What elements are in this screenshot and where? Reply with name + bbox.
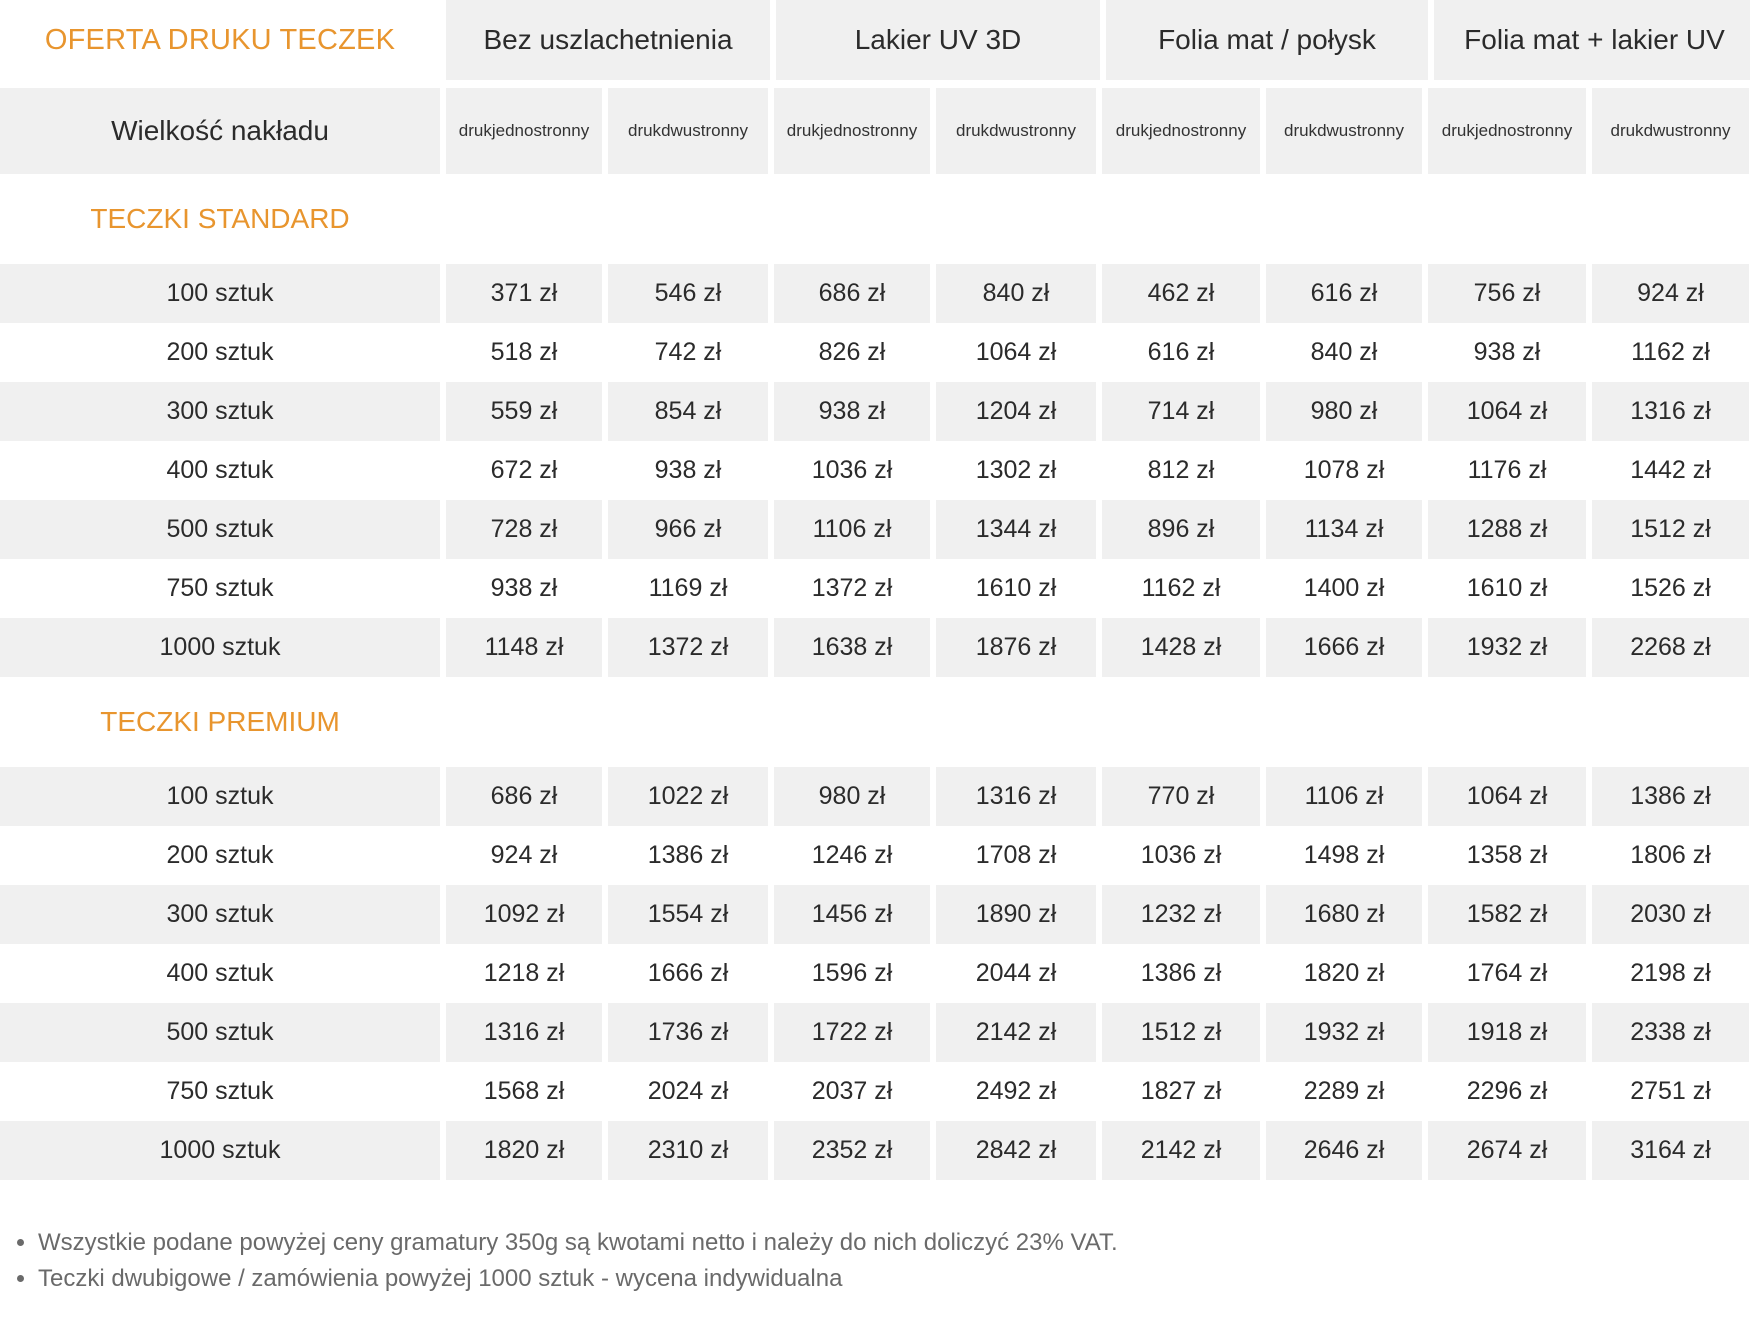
section-title: TECZKI STANDARD [90, 203, 350, 234]
price-cell: 1302 zł [975, 456, 1057, 484]
price-cell: 770 zł [1102, 767, 1260, 826]
subheader-line: jednostronny [491, 121, 590, 140]
price-cell: 1386 zł [647, 841, 729, 869]
price-cell: 3164 zł [1592, 1121, 1749, 1180]
price-cell: 1666 zł [1266, 618, 1422, 677]
price-cell: 1554 zł [608, 885, 768, 944]
price-cell: 1512 zł [1102, 1003, 1260, 1062]
price-cell: 1820 zł [446, 1121, 602, 1180]
subheader-cell [1266, 88, 1422, 174]
price-cell: 1386 zł [1140, 959, 1222, 987]
price-cell: 1316 zł [446, 1003, 602, 1062]
price-cell: 1372 zł [608, 618, 768, 677]
quantity-cell: 400 sztuk [166, 959, 274, 987]
price-cell: 616 zł [1147, 338, 1215, 366]
price-cell: 1288 zł [1428, 500, 1586, 559]
price-cell: 1876 zł [936, 618, 1096, 677]
price-cell: 2646 zł [1266, 1121, 1422, 1180]
price-cell: 966 zł [608, 500, 768, 559]
subheader-cell [1102, 88, 1260, 174]
price-cell: 742 zł [654, 338, 722, 366]
price-cell: 1596 zł [811, 959, 893, 987]
price-cell: 2310 zł [608, 1121, 768, 1180]
subheader-cell [936, 88, 1096, 174]
price-cell: 714 zł [1102, 382, 1260, 441]
subheader-line: dwustronny [1317, 121, 1404, 140]
subheader-line: druk [955, 121, 990, 140]
price-cell: 1498 zł [1303, 841, 1385, 869]
subheader-line: dwustronny [989, 121, 1076, 140]
price-cell: 1316 zł [1592, 382, 1749, 441]
price-cell: 938 zł [1473, 338, 1541, 366]
price-cell: 1456 zł [774, 885, 930, 944]
table-row [0, 767, 1750, 826]
quantity-cell: 400 sztuk [166, 456, 274, 484]
price-cell: 2198 zł [1630, 959, 1711, 987]
subheader-row [0, 88, 1750, 174]
table-row [0, 885, 1750, 944]
price-cell: 2751 zł [1630, 1077, 1711, 1105]
price-cell: 1176 zł [1467, 456, 1547, 484]
group-header-none: Bez uszlachetnienia [446, 0, 770, 80]
price-cell: 559 zł [446, 382, 602, 441]
price-cell: 686 zł [446, 767, 602, 826]
price-cell: 1827 zł [1140, 1077, 1222, 1105]
price-cell: 938 zł [490, 574, 558, 602]
price-cell: 924 zł [490, 841, 558, 869]
quantity-cell: 300 sztuk [0, 382, 440, 441]
subheader-line: dwustronny [661, 121, 748, 140]
price-cell: 1106 zł [774, 500, 930, 559]
table-row [0, 618, 1750, 677]
price-cell: 686 zł [774, 264, 930, 323]
price-cell: 1680 zł [1266, 885, 1422, 944]
table-row [0, 559, 1750, 618]
price-cell: 1428 zł [1102, 618, 1260, 677]
subheader-cell [774, 88, 930, 174]
price-cell: 756 zł [1428, 264, 1586, 323]
quantity-cell: 750 sztuk [166, 1077, 274, 1105]
price-cell: 1204 zł [936, 382, 1096, 441]
price-cell: 518 zł [490, 338, 558, 366]
price-cell: 546 zł [608, 264, 768, 323]
price-cell: 980 zł [1266, 382, 1422, 441]
price-cell: 1932 zł [1266, 1003, 1422, 1062]
price-cell: 2268 zł [1592, 618, 1749, 677]
table-row [0, 826, 1750, 885]
price-cell: 980 zł [774, 767, 930, 826]
price-cell: 1106 zł [1266, 767, 1422, 826]
price-cell: 616 zł [1266, 264, 1422, 323]
price-cell: 1162 zł [1631, 338, 1710, 366]
price-cell: 1134 zł [1266, 500, 1422, 559]
table-row [0, 1062, 1750, 1121]
notes [0, 1225, 1750, 1297]
table-row [0, 1121, 1750, 1180]
price-cell: 1246 zł [811, 841, 893, 869]
price-cell: 1638 zł [774, 618, 930, 677]
price-cell: 1442 zł [1630, 456, 1711, 484]
price-cell: 1162 zł [1141, 574, 1221, 602]
price-cell: 1666 zł [647, 959, 729, 987]
brand-title: OFERTA DRUKU TECZEK [44, 23, 396, 56]
quantity-cell: 500 sztuk [0, 1003, 440, 1062]
price-cell: 2142 zł [936, 1003, 1096, 1062]
subheader-cell [446, 88, 602, 174]
price-cell: 371 zł [446, 264, 602, 323]
price-cell: 924 zł [1592, 264, 1749, 323]
table-row [0, 944, 1750, 1003]
price-cell: 1526 zł [1630, 574, 1711, 602]
note-item: • Teczki dwubigowe / zamówienia powyżej 1000 sztuk - wycena indywidualna [38, 1261, 1750, 1297]
quantity-cell: 500 sztuk [0, 500, 440, 559]
price-cell: 2492 zł [975, 1077, 1057, 1105]
price-cell: 1064 zł [1428, 767, 1586, 826]
price-cell: 1169 zł [648, 574, 728, 602]
group-header-foil: Folia mat / połysk [1106, 0, 1428, 80]
subheader-cell [608, 88, 768, 174]
price-cell: 1722 zł [774, 1003, 930, 1062]
price-cell: 1708 zł [975, 841, 1057, 869]
group-header-foil-uv: Folia mat + lakier UV [1434, 0, 1750, 80]
price-cell: 1918 zł [1428, 1003, 1586, 1062]
price-cell: 1232 zł [1102, 885, 1260, 944]
price-cell: 1372 zł [811, 574, 893, 602]
section-title: TECZKI PREMIUM [100, 706, 340, 737]
price-cell: 1148 zł [446, 618, 602, 677]
price-cell: 1386 zł [1592, 767, 1749, 826]
price-cell: 672 zł [490, 456, 558, 484]
quantity-cell: 100 sztuk [0, 264, 440, 323]
price-cell: 1568 zł [483, 1077, 565, 1105]
subheader-cell [1428, 88, 1586, 174]
subheader-line: druk [627, 121, 662, 140]
price-cell: 2142 zł [1102, 1121, 1260, 1180]
price-cell: 1512 zł [1592, 500, 1749, 559]
quantity-cell: 1000 sztuk [0, 618, 440, 677]
price-cell: 2296 zł [1466, 1077, 1548, 1105]
price-cell: 1218 zł [483, 959, 565, 987]
price-cell: 1036 zł [1140, 841, 1222, 869]
subheader-line: dwustronny [1643, 121, 1731, 140]
subheader-line: jednostronny [819, 121, 918, 140]
subheader-line: druk [458, 121, 492, 140]
subheader-line: druk [786, 121, 820, 140]
price-cell: 1064 zł [1428, 382, 1586, 441]
price-cell: 1764 zł [1466, 959, 1548, 987]
price-cell: 2674 zł [1428, 1121, 1586, 1180]
price-cell: 938 zł [654, 456, 722, 484]
quantity-cell: 100 sztuk [0, 767, 440, 826]
price-cell: 1806 zł [1630, 841, 1711, 869]
price-cell: 1022 zł [608, 767, 768, 826]
quantity-cell: 200 sztuk [166, 338, 274, 366]
quantity-cell: 200 sztuk [166, 841, 274, 869]
price-cell: 840 zł [936, 264, 1096, 323]
subheader-line: druk [1441, 121, 1475, 140]
price-cell: 1582 zł [1428, 885, 1586, 944]
price-cell: 1610 zł [975, 574, 1057, 602]
price-cell: 2037 zł [811, 1077, 893, 1105]
price-cell: 2842 zł [936, 1121, 1096, 1180]
price-cell: 1078 zł [1303, 456, 1385, 484]
price-cell: 1344 zł [936, 500, 1096, 559]
price-cell: 728 zł [446, 500, 602, 559]
price-cell: 2044 zł [975, 959, 1057, 987]
price-cell: 2024 zł [647, 1077, 729, 1105]
price-cell: 1036 zł [811, 456, 893, 484]
price-cell: 1610 zł [1466, 574, 1548, 602]
table-row [0, 441, 1750, 500]
price-cell: 812 zł [1147, 456, 1215, 484]
price-cell: 1820 zł [1303, 959, 1385, 987]
price-cell: 1316 zł [936, 767, 1096, 826]
quantity-cell: 750 sztuk [166, 574, 274, 602]
price-cell: 1358 zł [1466, 841, 1548, 869]
table-row [0, 1003, 1750, 1062]
price-cell: 896 zł [1102, 500, 1260, 559]
header-row [0, 0, 1750, 80]
subheader-cell [1592, 88, 1749, 174]
price-cell: 826 zł [818, 338, 886, 366]
price-cell: 1092 zł [446, 885, 602, 944]
price-cell: 1064 zł [975, 338, 1057, 366]
subheader-line: jednostronny [1148, 121, 1247, 140]
price-cell: 2352 zł [774, 1121, 930, 1180]
price-cell: 1736 zł [608, 1003, 768, 1062]
quantity-cell: 300 sztuk [0, 885, 440, 944]
price-cell: 462 zł [1102, 264, 1260, 323]
price-cell: 938 zł [774, 382, 930, 441]
table-row [0, 500, 1750, 559]
price-cell: 854 zł [608, 382, 768, 441]
table-row [0, 382, 1750, 441]
price-cell: 2030 zł [1592, 885, 1749, 944]
subheader-line: druk [1610, 121, 1644, 140]
table-row [0, 323, 1750, 382]
quantity-cell: 1000 sztuk [0, 1121, 440, 1180]
group-header-uv3d: Lakier UV 3D [776, 0, 1100, 80]
subheader-line: jednostronny [1474, 121, 1573, 140]
price-cell: 2289 zł [1303, 1077, 1385, 1105]
note-item: • Wszystkie podane powyżej ceny gramatury 350g są kwotami netto i należy do nich doliczyć 23% VAT. [38, 1225, 1750, 1261]
price-cell: 1400 zł [1303, 574, 1385, 602]
quantity-header: Wielkość nakładu [0, 88, 440, 174]
price-cell: 1932 zł [1428, 618, 1586, 677]
price-cell: 1890 zł [936, 885, 1096, 944]
subheader-line: druk [1115, 121, 1149, 140]
subheader-line: druk [1283, 121, 1318, 140]
sections [0, 174, 1750, 1180]
table-row [0, 264, 1750, 323]
price-cell: 840 zł [1310, 338, 1378, 366]
price-cell: 2338 zł [1592, 1003, 1749, 1062]
